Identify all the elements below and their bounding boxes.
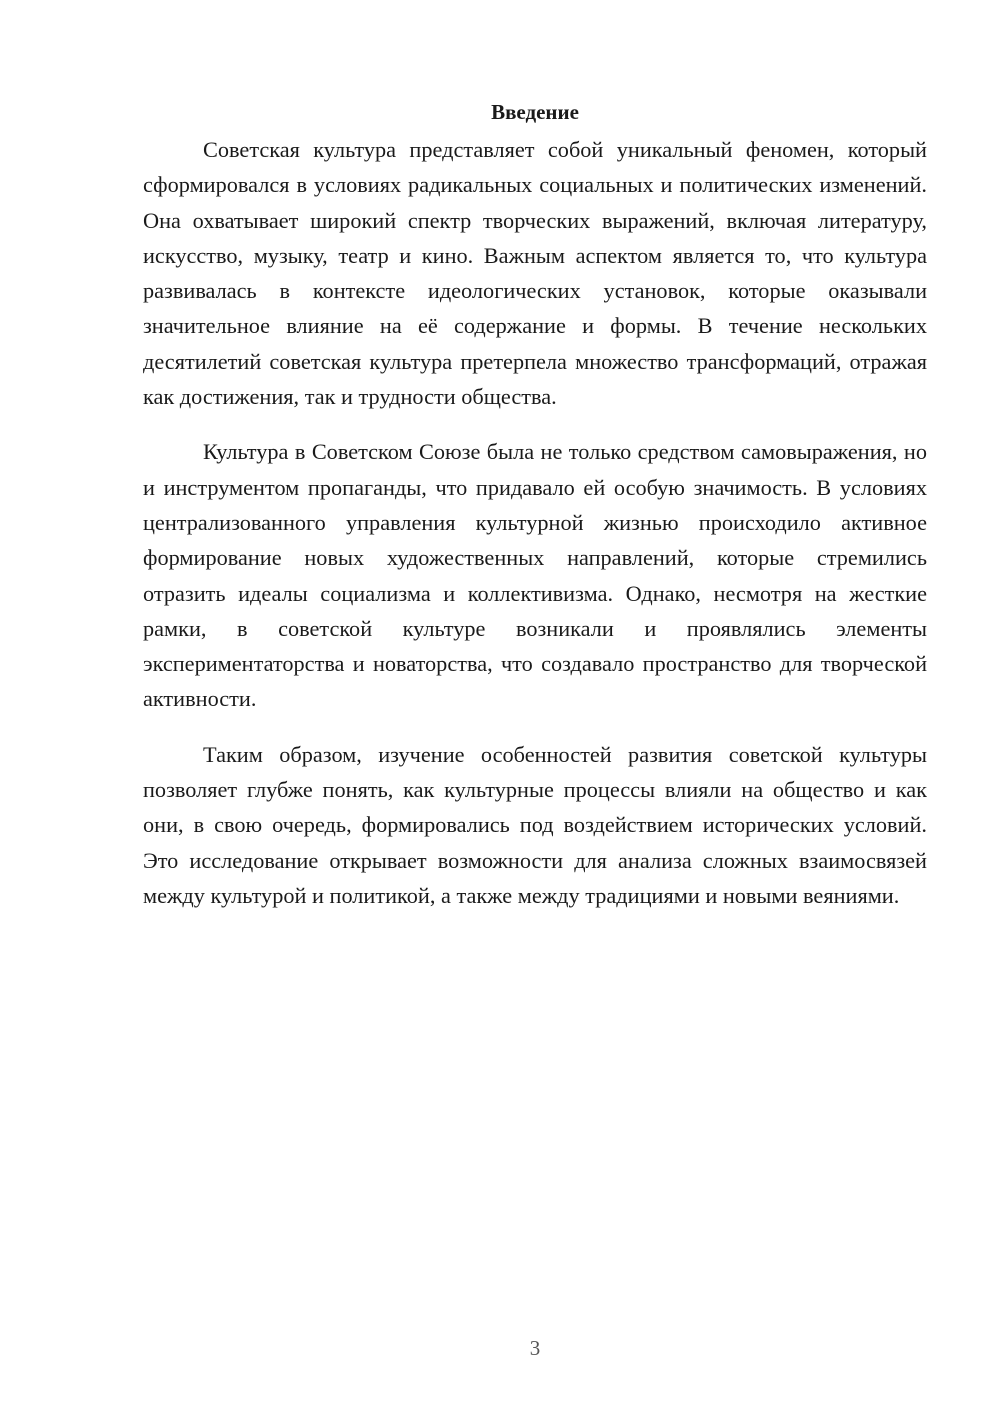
page-content xyxy=(143,96,927,933)
section-title: Введение xyxy=(491,100,579,124)
paragraph-3: Таким образом, изучение особенностей развития советской культуры позволяет глубже понять, как культурные процессы влияли на общество и как они, в свою очередь, формировались под воздействием исторических условий. Это исследование открывает возможности для анализа сложных взаимосвязей между культурой и политикой, а также между традициями и новыми веяниями. xyxy=(143,741,927,908)
paragraph-1: Советская культура представляет собой уникальный феномен, который сформировался в условиях радикальных социальных и политических изменений. Она охватывает широкий спектр творческих выражений, включая литературу, искусство, музыку, театр и кино. Важным аспектом является то, что культура развивалась в контексте идеологических установок, которые оказывали значительное влияние на её содержание и формы. В течение нескольких десятилетий советская культура претерпела множество трансформаций, отражая как достижения, так и трудности общества. xyxy=(143,137,927,410)
page-number: 3 xyxy=(529,1336,541,1360)
paragraph-2: Культура в Советском Союзе была не только средством самовыражения, но и инструментом пропаганды, что придавало ей особую значимость. В условиях централизованного управления культурной жизнью происходило активное формирование новых художественных направлений, которые стремились отразить идеалы социализма и коллективизма. Однако, несмотря на жесткие рамки, в советской культуре возникали и проявлялись элементы экспериментаторства и новаторства, что создавало пространство для творческой активности. xyxy=(143,439,927,712)
